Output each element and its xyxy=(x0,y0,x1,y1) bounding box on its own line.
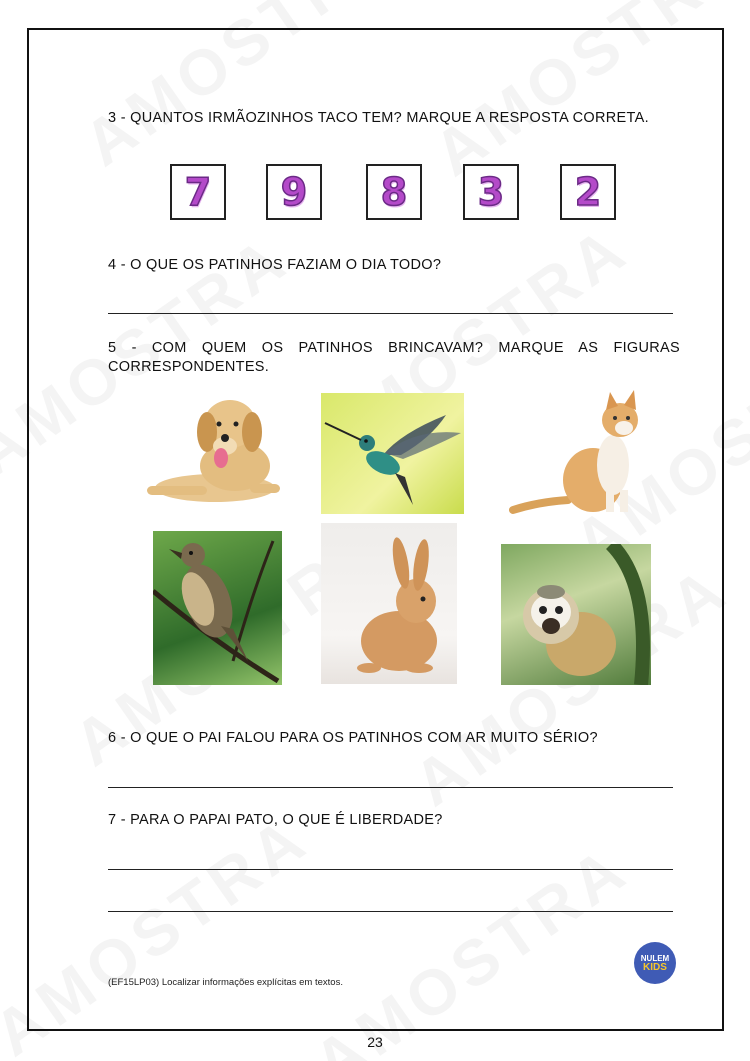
question-5: 5 - COM QUEM OS PATINHOS BRINCAVAM? MARQUE AS FIGURAS CORRESPONDENTES. xyxy=(108,340,680,375)
hummingbird-image[interactable] xyxy=(321,393,464,514)
answer-option-8[interactable] xyxy=(366,164,422,220)
page-number: 23 xyxy=(367,1034,383,1050)
dog-image[interactable] xyxy=(135,396,285,514)
answer-line[interactable] xyxy=(108,313,673,314)
option-number: 3 xyxy=(477,170,505,214)
option-number: 8 xyxy=(380,170,408,214)
question-3: 3 - QUANTOS IRMÃOZINHOS TACO TEM? MARQUE A RESPOSTA CORRETA. xyxy=(108,110,649,126)
question-7: 7 - PARA O PAPAI PATO, O QUE É LIBERDADE? xyxy=(108,812,443,828)
answer-line[interactable] xyxy=(108,787,673,788)
question-6: 6 - O QUE O PAI FALOU PARA OS PATINHOS COM AR MUITO SÉRIO? xyxy=(108,730,598,746)
option-number: 7 xyxy=(184,170,212,214)
cat-image[interactable] xyxy=(508,390,648,516)
answer-option-9[interactable] xyxy=(266,164,322,220)
option-number: 2 xyxy=(574,170,602,214)
rabbit-image[interactable] xyxy=(321,523,457,684)
answer-option-3[interactable] xyxy=(463,164,519,220)
option-number: 9 xyxy=(280,170,308,214)
publisher-logo xyxy=(634,942,676,984)
logo-line: KIDS xyxy=(643,962,667,973)
logo-line: NULEM xyxy=(640,954,670,963)
squirrel-monkey-image[interactable] xyxy=(501,544,651,685)
answer-option-7[interactable] xyxy=(170,164,226,220)
skill-code: (EF15LP03) Localizar informações explícitas em textos. xyxy=(108,977,343,988)
answer-option-2[interactable] xyxy=(560,164,616,220)
question-4: 4 - O QUE OS PATINHOS FAZIAM O DIA TODO? xyxy=(108,257,442,273)
answer-line[interactable] xyxy=(108,911,673,912)
thrush-bird-image[interactable] xyxy=(153,531,282,685)
answer-line[interactable] xyxy=(108,869,673,870)
